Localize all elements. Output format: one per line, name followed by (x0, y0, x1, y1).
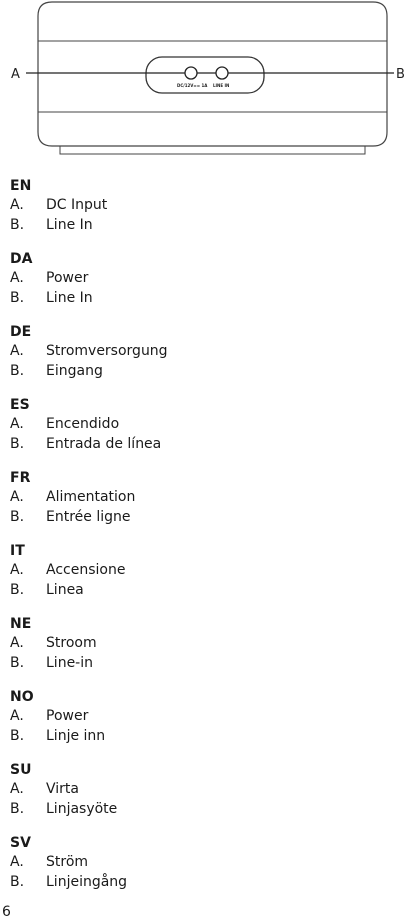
line-in-port-label: LINE IN (213, 83, 230, 88)
language-code: DA (10, 251, 33, 267)
item-a-text: Stroom (46, 635, 97, 651)
page-number: 6 (2, 904, 11, 920)
item-b: B. Line In (10, 217, 93, 233)
item-b: B. Entrée ligne (10, 509, 131, 525)
language-block-su (10, 761, 390, 819)
language-code: SV (10, 835, 31, 851)
item-b-text: Linea (46, 582, 84, 598)
item-b-text: Entrada de línea (46, 436, 162, 452)
item-a: A. Ström (10, 854, 89, 870)
language-block-sv (10, 834, 390, 892)
item-b-text: Entrée ligne (46, 509, 131, 525)
item-b-text: Linjeingång (46, 874, 128, 890)
language-list (10, 177, 390, 907)
item-a-text: Power (46, 270, 89, 286)
item-b-text: Line In (46, 217, 93, 233)
item-b: B. Linjasyöte (10, 801, 118, 817)
language-code: EN (10, 178, 32, 194)
item-b: B. Line-in (10, 655, 93, 671)
language-block-en (10, 177, 390, 235)
language-code: IT (10, 543, 25, 559)
item-b-text: Eingang (46, 363, 103, 379)
item-a-text: DC Input (46, 197, 108, 213)
item-a: A. Power (10, 708, 89, 724)
item-a-text: Encendido (46, 416, 120, 432)
item-a: A. Power (10, 270, 89, 286)
item-a-text: Ström (46, 854, 89, 870)
item-a: A. DC Input (10, 197, 108, 213)
line-in-port (216, 67, 228, 79)
language-code: FR (10, 470, 31, 486)
item-a: A. Encendido (10, 416, 120, 432)
item-b: B. Linea (10, 582, 84, 598)
item-b: B. Linjeingång (10, 874, 128, 890)
language-block-da (10, 250, 390, 308)
item-a-text: Virta (46, 781, 79, 797)
language-block-no (10, 688, 390, 746)
item-a-text: Accensione (46, 562, 126, 578)
language-block-it (10, 542, 390, 600)
speaker-back-diagram (0, 0, 405, 160)
item-b: B. Entrada de línea (10, 436, 162, 452)
item-b-text: Linje inn (46, 728, 106, 744)
language-block-es (10, 396, 390, 454)
dc-input-port-label: DC/12V== 1A (177, 83, 208, 88)
callout-label-b: B (396, 67, 405, 82)
language-code: NE (10, 616, 32, 632)
language-code: NO (10, 689, 34, 705)
item-a-text: Alimentation (46, 489, 136, 505)
dc-input-port (185, 67, 197, 79)
item-a: A. Stromversorgung (10, 343, 168, 359)
callout-label-a: A (11, 67, 20, 82)
item-a: A. Stroom (10, 635, 97, 651)
item-a-text: Stromversorgung (46, 343, 168, 359)
item-a: A. Alimentation (10, 489, 136, 505)
language-block-fr (10, 469, 390, 527)
item-b: B. Line In (10, 290, 93, 306)
item-b: B. Linje inn (10, 728, 106, 744)
speaker-base (60, 146, 365, 154)
language-block-ne (10, 615, 390, 673)
language-block-de (10, 323, 390, 381)
language-code: DE (10, 324, 32, 340)
language-code: SU (10, 762, 32, 778)
item-b: B. Eingang (10, 363, 103, 379)
item-a-text: Power (46, 708, 89, 724)
item-a: A. Virta (10, 781, 79, 797)
item-b-text: Line-in (46, 655, 93, 671)
item-b-text: Linjasyöte (46, 801, 118, 817)
item-a: A. Accensione (10, 562, 126, 578)
item-b-text: Line In (46, 290, 93, 306)
language-code: ES (10, 397, 30, 413)
